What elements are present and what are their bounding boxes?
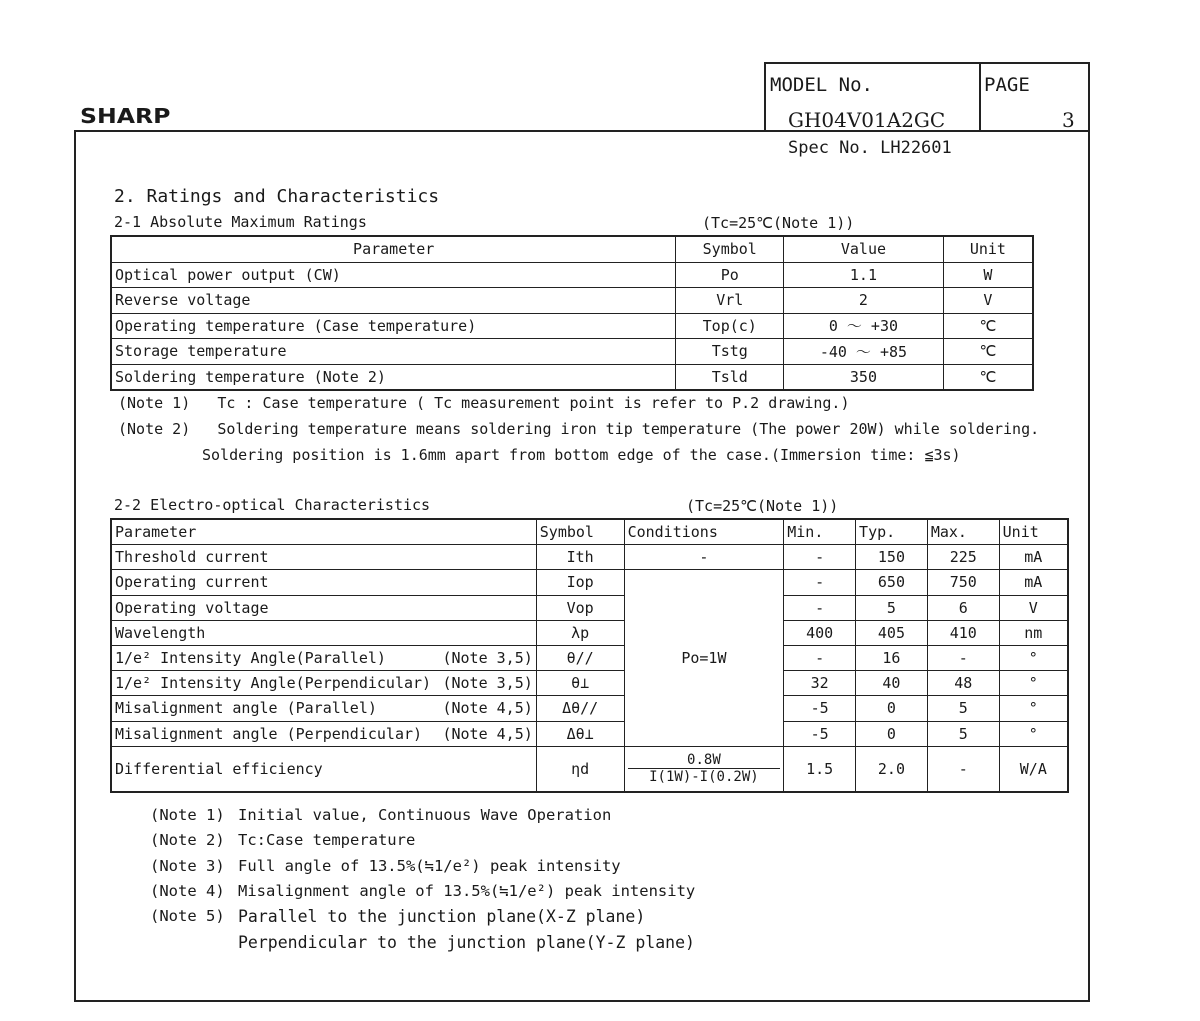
header-divider [979, 62, 981, 130]
header-cell: Min. [784, 519, 856, 545]
header-cell: Typ. [856, 519, 928, 545]
abs-max-condition: (Tc=25℃(Note 1)) [702, 214, 855, 232]
typ-cell: 2.0 [856, 746, 928, 792]
max-cell: 225 [927, 545, 999, 570]
typ-cell: 0 [856, 721, 928, 746]
param-note: (Note 3,5) [442, 649, 533, 668]
header-cell: Unit [943, 236, 1033, 262]
value-cell: 1.1 [784, 262, 944, 288]
typ-cell: 16 [856, 645, 928, 670]
note-text: Soldering temperature means soldering iron tip temperature (The power 20W) while soldering. [217, 420, 1040, 438]
param-cell: Operating temperature (Case temperature) [111, 313, 676, 339]
symbol-cell: θ⊥ [536, 671, 624, 696]
symbol-cell: Ith [536, 545, 624, 570]
param-cell [111, 570, 536, 595]
unit-cell: ℃ [943, 364, 1033, 390]
max-cell: - [927, 746, 999, 792]
fraction-denominator: I(1W)-I(0.2W) [649, 769, 759, 786]
value-cell: 350 [784, 364, 944, 390]
abs-note-1 [118, 394, 850, 412]
header-cell: Value [784, 236, 944, 262]
table-row [111, 671, 1068, 696]
min-cell: -5 [784, 721, 856, 746]
param-text: Misalignment angle (Perpendicular) [115, 724, 423, 743]
header-cell: Parameter [111, 236, 676, 262]
unit-cell: mA [999, 545, 1068, 570]
min-cell: - [784, 545, 856, 570]
symbol-cell: Po [676, 262, 784, 288]
param-note: (Note 3,5) [442, 674, 533, 693]
typ-cell: 5 [856, 595, 928, 620]
fraction-numerator: 0.8W [628, 752, 781, 769]
min-cell: 1.5 [784, 746, 856, 792]
header-cell: Symbol [536, 519, 624, 545]
model-value: GH04V01A2GC [788, 108, 946, 132]
abs-note-2-cont: Soldering position is 1.6mm apart from bottom edge of the case.(Immersion time: ≦3s) [202, 446, 961, 464]
unit-cell: nm [999, 620, 1068, 645]
typ-cell: 40 [856, 671, 928, 696]
merged-condition-cell: Po=1W [624, 570, 784, 746]
table-header-row [111, 236, 1033, 262]
table-header-row [111, 519, 1068, 545]
footnote-text: Full angle of 13.5%(≒1/e²) peak intensity [238, 857, 621, 875]
symbol-cell: Vop [536, 595, 624, 620]
table-row [111, 645, 1068, 670]
page-label: PAGE [984, 74, 1030, 96]
param-text: Wavelength [115, 623, 206, 642]
page-value: 3 [1062, 108, 1075, 132]
footnote-text: Perpendicular to the junction plane(Y-Z plane) [238, 933, 695, 952]
table-row [111, 313, 1033, 339]
max-cell: 5 [927, 696, 999, 721]
table-row [111, 364, 1033, 390]
symbol-cell: Δθ⊥ [536, 721, 624, 746]
param-cell [111, 696, 536, 721]
footnote-label: (Note 3) [150, 857, 225, 875]
footnote-label: (Note 4) [150, 882, 225, 900]
unit-cell: ℃ [943, 339, 1033, 365]
symbol-cell: λp [536, 620, 624, 645]
min-cell: - [784, 570, 856, 595]
param-text: 1/e² Intensity Angle(Parallel) [115, 649, 386, 668]
table-row [111, 288, 1033, 314]
table-row [111, 721, 1068, 746]
param-text: Misalignment angle (Parallel) [115, 699, 377, 718]
eo-condition: (Tc=25℃(Note 1)) [686, 497, 839, 515]
unit-cell: ° [999, 696, 1068, 721]
note-label: (Note 1) [118, 394, 191, 412]
abs-note-2 [118, 420, 1039, 438]
max-cell: 6 [927, 595, 999, 620]
param-cell: Reverse voltage [111, 288, 676, 314]
abs-max-table [110, 235, 1034, 391]
table-row [111, 746, 1068, 792]
param-note: (Note 4,5) [442, 699, 533, 718]
typ-cell: 650 [856, 570, 928, 595]
param-cell [111, 545, 536, 570]
table-row [111, 262, 1033, 288]
min-cell: - [784, 645, 856, 670]
min-cell: 32 [784, 671, 856, 696]
unit-cell: ° [999, 671, 1068, 696]
footnote-text: Misalignment angle of 13.5%(≒1/e²) peak intensity [238, 882, 696, 900]
min-cell: -5 [784, 696, 856, 721]
eo-table [110, 518, 1069, 793]
unit-cell: ℃ [943, 313, 1033, 339]
symbol-cell: ηd [536, 746, 624, 792]
symbol-cell: Tstg [676, 339, 784, 365]
max-cell: 410 [927, 620, 999, 645]
symbol-cell: Vrl [676, 288, 784, 314]
footnote-label: (Note 1) [150, 806, 225, 824]
param-cell [111, 620, 536, 645]
symbol-cell: Tsld [676, 364, 784, 390]
param-cell [111, 645, 536, 670]
symbol-cell: Δθ// [536, 696, 624, 721]
param-cell: Soldering temperature (Note 2) [111, 364, 676, 390]
max-cell: 750 [927, 570, 999, 595]
min-cell: 400 [784, 620, 856, 645]
condition-cell [624, 746, 784, 792]
value-cell: 0 ～ +30 [784, 313, 944, 339]
param-text: Operating voltage [115, 598, 269, 617]
typ-cell: 405 [856, 620, 928, 645]
param-cell: Optical power output (CW) [111, 262, 676, 288]
unit-cell: ° [999, 721, 1068, 746]
header-cell: Parameter [111, 519, 536, 545]
footnote-label: (Note 2) [150, 831, 225, 849]
param-cell: Storage temperature [111, 339, 676, 365]
max-cell: - [927, 645, 999, 670]
param-cell [111, 721, 536, 746]
unit-cell: V [999, 595, 1068, 620]
unit-cell: W/A [999, 746, 1068, 792]
symbol-cell: Top(c) [676, 313, 784, 339]
table-row [111, 696, 1068, 721]
table-row [111, 570, 1068, 595]
header-cell: Symbol [676, 236, 784, 262]
header-cell: Max. [927, 519, 999, 545]
typ-cell: 150 [856, 545, 928, 570]
value-cell: 2 [784, 288, 944, 314]
note-label: (Note 2) [118, 420, 191, 438]
table-row [111, 595, 1068, 620]
param-note: (Note 4,5) [442, 724, 533, 743]
min-cell: - [784, 595, 856, 620]
param-text: Operating current [115, 573, 269, 592]
unit-cell: mA [999, 570, 1068, 595]
footnote-text: Tc:Case temperature [238, 831, 416, 849]
param-text: Threshold current [115, 548, 269, 567]
model-label: MODEL No. [770, 74, 873, 96]
sharp-logo: SHARP [80, 104, 171, 128]
symbol-cell: θ// [536, 645, 624, 670]
eo-title: 2-2 Electro-optical Characteristics [114, 496, 431, 514]
header-cell: Conditions [624, 519, 784, 545]
table-row [111, 339, 1033, 365]
unit-cell: V [943, 288, 1033, 314]
param-text: 1/e² Intensity Angle(Perpendicular) [115, 674, 432, 693]
table-row [111, 620, 1068, 645]
footnote-text: Parallel to the junction plane(X-Z plane) [238, 907, 646, 926]
unit-cell: W [943, 262, 1033, 288]
param-cell: Differential efficiency [111, 746, 536, 792]
param-cell [111, 671, 536, 696]
max-cell: 48 [927, 671, 999, 696]
footnote-text: Initial value, Continuous Wave Operation [238, 806, 612, 824]
abs-max-title: 2-1 Absolute Maximum Ratings [114, 213, 367, 231]
footnote-label: (Note 5) [150, 907, 225, 925]
header-cell: Unit [999, 519, 1068, 545]
symbol-cell: Iop [536, 570, 624, 595]
unit-cell: ° [999, 645, 1068, 670]
section-title: 2. Ratings and Characteristics [114, 186, 440, 207]
table-row [111, 545, 1068, 570]
max-cell: 5 [927, 721, 999, 746]
typ-cell: 0 [856, 696, 928, 721]
param-cell [111, 595, 536, 620]
condition-cell: - [624, 545, 784, 570]
note-text: Tc : Case temperature ( Tc measurement point is refer to P.2 drawing.) [217, 394, 850, 412]
value-cell: -40 ～ +85 [784, 339, 944, 365]
spec-number: Spec No. LH22601 [788, 138, 952, 158]
